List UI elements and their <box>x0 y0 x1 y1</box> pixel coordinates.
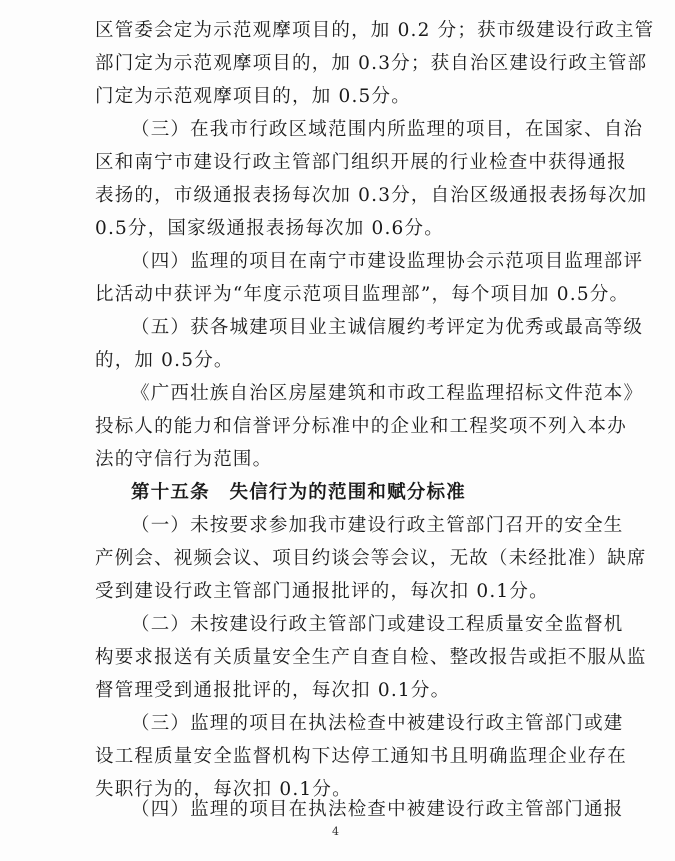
text-line: （五）获各城建项目业主诚信履约考评定为优秀或最高等级 <box>131 317 644 338</box>
text-line: 产例会、视频会议、项目约谈会等会议，无故（未经批准）缺席 <box>95 548 647 569</box>
article-heading: 第十五条 失信行为的范围和赋分标准 <box>131 482 466 503</box>
text-line: 《广西壮族自治区房屋建筑和市政工程监理招标文件范本》 <box>131 383 644 404</box>
text-line: 设工程质量安全监督机构下达停工通知书且明确监理企业存在 <box>95 746 627 767</box>
text-line: 区和南宁市建设行政主管部门组织开展的行业检查中获得通报 <box>95 152 627 173</box>
text-line: 部门定为示范观摩项目的，加 0.3分；获自治区建设行政主管部 <box>95 53 648 74</box>
text-line: 0.5分，国家级通报表扬每次加 0.6分。 <box>95 218 444 239</box>
text-line: （二）未按建设行政主管部门或建设工程质量安全监督机 <box>131 614 624 635</box>
text-line: 表扬的，市级通报表扬每次加 0.3分，自治区级通报表扬每次加 <box>95 185 648 206</box>
text-line: 失职行为的，每次扣 0.1分。 <box>95 779 352 800</box>
text-line: （一）未按要求参加我市建设行政主管部门召开的安全生 <box>131 515 624 536</box>
page-number: 4 <box>332 825 339 838</box>
text-line: 门定为示范观摩项目的，加 0.5分。 <box>95 86 411 107</box>
text-line: 区管委会定为示范观摩项目的，加 0.2 分；获市级建设行政主管 <box>95 20 655 41</box>
text-line: （四）监理的项目在执法检查中被建设行政主管部门通报 <box>131 799 624 820</box>
text-line: 的，加 0.5分。 <box>95 350 234 371</box>
text-line: 督管理受到通报批评的，每次扣 0.1分。 <box>95 680 451 701</box>
text-line: 构要求报送有关质量安全生产自查自检、整改报告或拒不服从监 <box>95 647 647 668</box>
text-line: 比活动中获评为“年度示范项目监理部”，每个项目加 0.5分。 <box>95 284 630 305</box>
text-line: 法的守信行为范围。 <box>95 449 273 470</box>
text-line: （四）监理的项目在南宁市建设监理协会示范项目监理部评 <box>131 251 644 272</box>
text-line: 投标人的能力和信誉评分标准中的企业和工程奖项不列入本办 <box>95 416 627 437</box>
text-line: （三）监理的项目在执法检查中被建设行政主管部门或建 <box>131 713 624 734</box>
text-line: （三）在我市行政区域范围内所监理的项目，在国家、自治 <box>131 119 644 140</box>
text-line: 受到建设行政主管部门通报批评的，每次扣 0.1分。 <box>95 581 549 602</box>
